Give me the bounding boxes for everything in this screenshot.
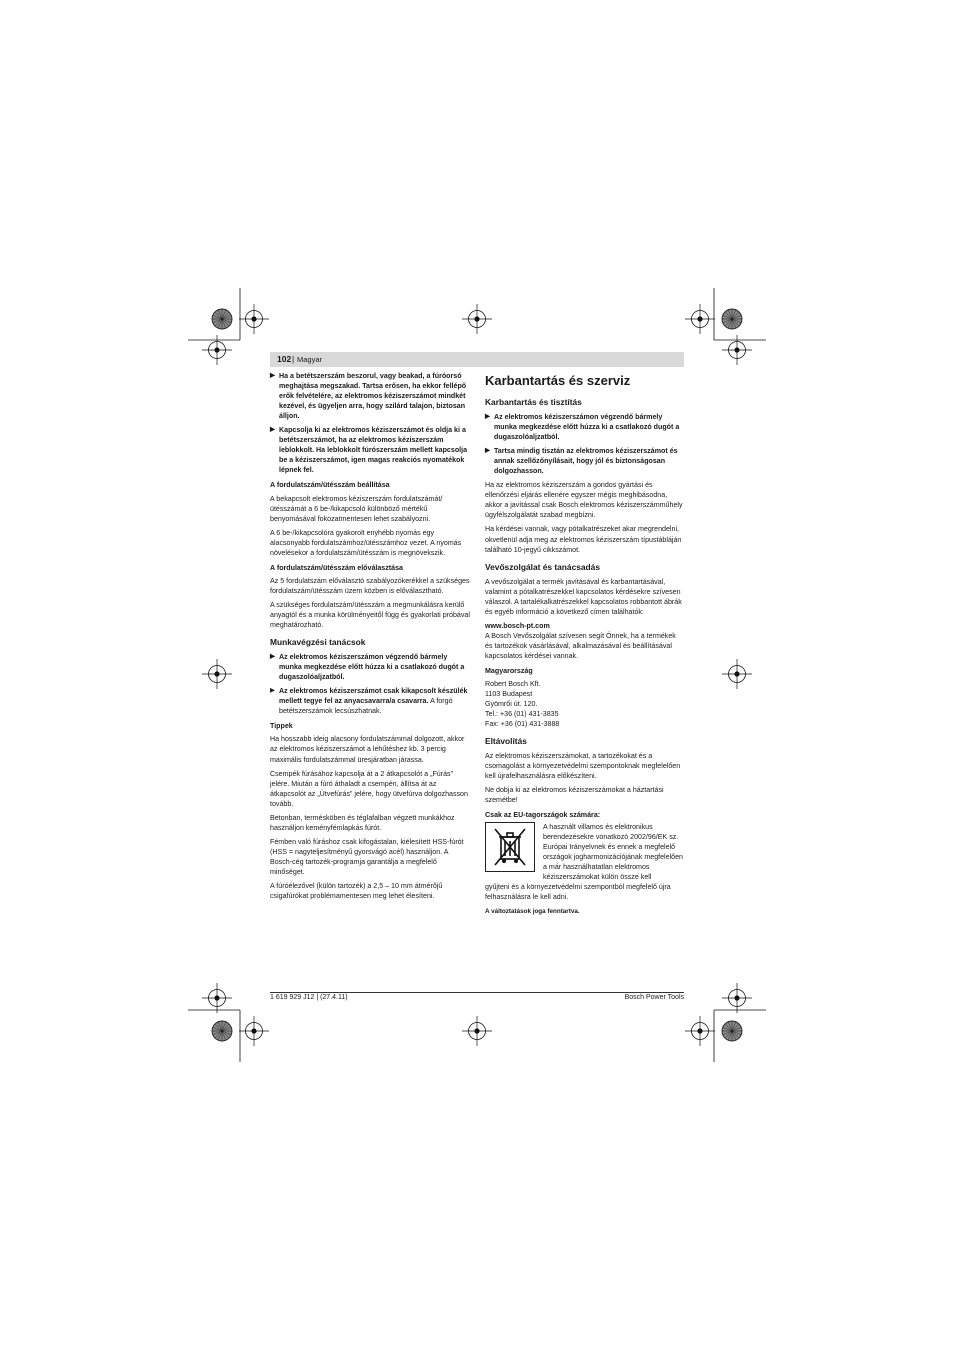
address-line: Robert Bosch Kft. [485,680,541,689]
bullet-triangle-icon: ▶ [270,372,275,379]
tips-paragraph: A fúróélezővel (külön tartozék) a 2,5 – 10 mm átmérőjű csigafúrókat problémamentesen meg lehet élesíteni. [270,882,443,901]
work-bullet-bold-text: Az elektromos kéziszerszámot csak kikapcsolt készülék mellett tegye fel az anyacsavarra/a csavarra. [279,687,468,706]
address-line: Gyömrői út. 120. [485,700,538,709]
weee-block [485,822,685,882]
page-number: 102 [277,354,292,364]
maintenance-bullet [485,446,685,476]
left-column [270,371,470,905]
tips-paragraph: Fémben való fúráshoz csak kifogástalan, kiélesített HSS-fúrót (HSS = nagyteljesítményű gyorsvágó acél) használjon. A Bosch-cég tartozék-programja garantálja a megfelelő minőséget. [270,837,464,876]
work-tips-heading: Munkavégzési tanácsok [270,637,366,648]
right-column [485,371,685,917]
safety-bullet [270,371,470,421]
tips-paragraph: Csempék fúrásához kapcsolja át a 2 átkapcsolót a „Fúrás” jelére. Miután a fúró áthaladt a csempén, állítsa át az átkapcsolót az „Ütvefúrás” jelére, hogy ütvefúrva dolgozhasson tovább. [270,769,468,808]
maintenance-bullet-text: Tartsa mindig tisztán az elektromos kéziszerszámot és annak szellőzőnyílásait, hogy jól és biztonságosan dolgozhasson. [494,447,678,476]
address-line: Tel.: +36 (01) 431-3835 [485,710,559,719]
safety-bullet-text: Ha a betétszerszám beszorul, vagy beakad, a fúróorsó meghajtása megszakad. Tartsa erősen, ha ekkor fellépő erők felvételére, az elektromos kéziszerszámot mindkét kezével, és ügyeljen arra, hogy szilárd talajon, biztosan álljon. [279,372,467,421]
footer-rule [270,992,684,993]
tips-paragraph: Betonban, termésköben és téglafalban végzett munkákhoz használjon keményfémlapkás fúrót. [270,813,455,832]
rights-reserved-note: A változtatások joga fenntartva. [485,907,580,915]
bullet-triangle-icon: ▶ [270,426,275,434]
disposal-paragraph: Az elektromos kéziszerszámokat, a tartozékokat és a csomagolást a környezetvédelmi szempontoknak megfelelően kell újrafelhasználásra előkészíteni. [485,752,681,781]
bullet-triangle-icon: ▶ [270,653,275,661]
crossed-out-bin-icon [485,822,535,872]
tips-heading: Tippek [270,722,293,731]
header-language: Magyar [297,355,323,364]
work-bullet [270,652,470,682]
service-paragraph: A Bosch Vevőszolgálat szívesen segít Önnek, ha a termékek és tartozékok vásárlásával, alkalmazásával és beállításával kapcsolatos kérdései vannak. [485,631,676,660]
service-paragraph: A vevőszolgálat a termék javításával és karbantartásával, valamint a pótalkatrészekkel kapcsolatos kérdésekre szívesen válaszol. A tartalékalkatrészekkel kapcsolatos robbantott ábrák és egyéb információ a következő címen találhatók: [485,577,682,616]
safety-bullet [270,425,470,475]
address-line: Fax: +36 (01) 431-3888 [485,720,560,729]
bullet-triangle-icon: ▶ [485,447,490,455]
maintenance-heading: Karbantartás és tisztítás [485,397,582,407]
speed-preselect-paragraph: Az 5 fordulatszám előválasztó szabályozókerékkel a szükséges fordulatszám/ütésszám üzem közben is előválasztható. [270,576,470,595]
safety-bullet-text: Kapcsolja ki az elektromos kéziszerszámot és oldja ki a betétszerszámot, ha az elektromos kéziszerszám leblokkolt. Ha leblokkolt fúrószerszám mellett kapcsolja be a kéziszerszámot, igen magas reakciós nyomatékok lépnek fel. [279,426,468,475]
country-heading: Magyarország [485,666,533,675]
address-line: 1103 Budapest [485,690,533,699]
eu-directive-text: A használt villamos és elektronikus berendezésekre vonatkozó 2002/96/EK sz. Európai Irányelvnek és ennek a megfelelő országok jogharmonizációjának megfelelően a már használhatatlan elektromos kéziszerszámokat külön össze kell [543,822,683,881]
speed-preselect-heading: A fordulatszám/ütésszám előválasztása [270,563,403,572]
footer-doc-number: 1 619 929 J12 | (27.4.11) [270,994,348,1001]
tips-paragraph: Ha hosszabb ideig alacsony fordulatszámmal dolgozott, akkor az elektromos kéziszerszámot a lehűtéshez kb. 3 percig maximális fordulatszámmal üresjáratban járassa. [270,735,465,764]
maintenance-paragraph: Ha kérdései vannak, vagy pótalkatrészeket akar megrendelni, okvetlenül adja meg az elektromos kéziszerszám típustábláján található 10-jegyű cikkszámot. [485,525,682,554]
maintenance-bullet [485,412,685,442]
work-bullet [270,686,470,716]
service-url: www.bosch-pt.com [485,621,550,630]
page-header-bar [270,352,684,367]
maintenance-bullet-text: Az elektromos kéziszerszámon végzendő bármely munka megkezdése előtt húzza ki a csatlakozó dugót a dugaszolóaljzatból. [494,413,680,442]
work-bullet-text: Az elektromos kéziszerszámon végzendő bármely munka megkezdése előtt húzza ki a csatlakozó dugót a dugaszolóaljzatból. [279,653,465,682]
disposal-paragraph: Ne dobja ki az elektromos kéziszerszámokat a háztartási szemétbe! [485,786,664,805]
header-separator: | [292,354,295,364]
footer-brand: Bosch Power Tools [624,994,684,1001]
bullet-triangle-icon: ▶ [485,413,490,420]
work-bullet-text: A forgó betétszerszámok lecsúszhatnak. [279,697,453,716]
eu-directive-text-continued: gyűjteni és a környezetvédelmi szempontból megfelelő újra felhasználásra le kell adni. [485,882,671,901]
maintenance-paragraph: Ha az elektromos kéziszerszám a gondos gyártási és ellenőrzési eljárás ellenére egyszer mégis meghibásodna, akkor a javítással csak Bosch elektromos kéziszerszámműhely ügyfélszolgálatát szabad megbízni. [485,481,683,520]
eu-heading: Csak az EU-tagországok számára: [485,810,601,819]
speed-setting-paragraph: A bekapcsolt elektromos kéziszerszám fordulatszámát/ütésszámát a 6 be-/kikapcsoló különböző mértékű benyomásával fokozatmentesen lehet szabályozni. [270,494,443,523]
bullet-triangle-icon: ▶ [270,687,275,695]
speed-preselect-paragraph: A szükséges fordulatszám/ütésszám a megmunkálásra kerülő anyagtól és a munka körülményeitől függ és gyakorlati próbával meghatározható. [270,600,470,630]
section-title: Karbantartás és szerviz [485,373,631,388]
speed-setting-paragraph: A 6 be-/kikapcsolóra gyakorolt enyhébb nyomás egy alacsonyabb fordulatszámhoz/ütésszámhoz vezet. A nyomás növelésekor a fordulatszám/ütésszám is megnövekszik. [270,528,462,557]
disposal-heading: Eltávolítás [485,736,527,747]
service-heading: Vevőszolgálat és tanácsadás [485,561,600,572]
speed-setting-heading: A fordulatszám/ütésszám beállítása [270,481,390,490]
